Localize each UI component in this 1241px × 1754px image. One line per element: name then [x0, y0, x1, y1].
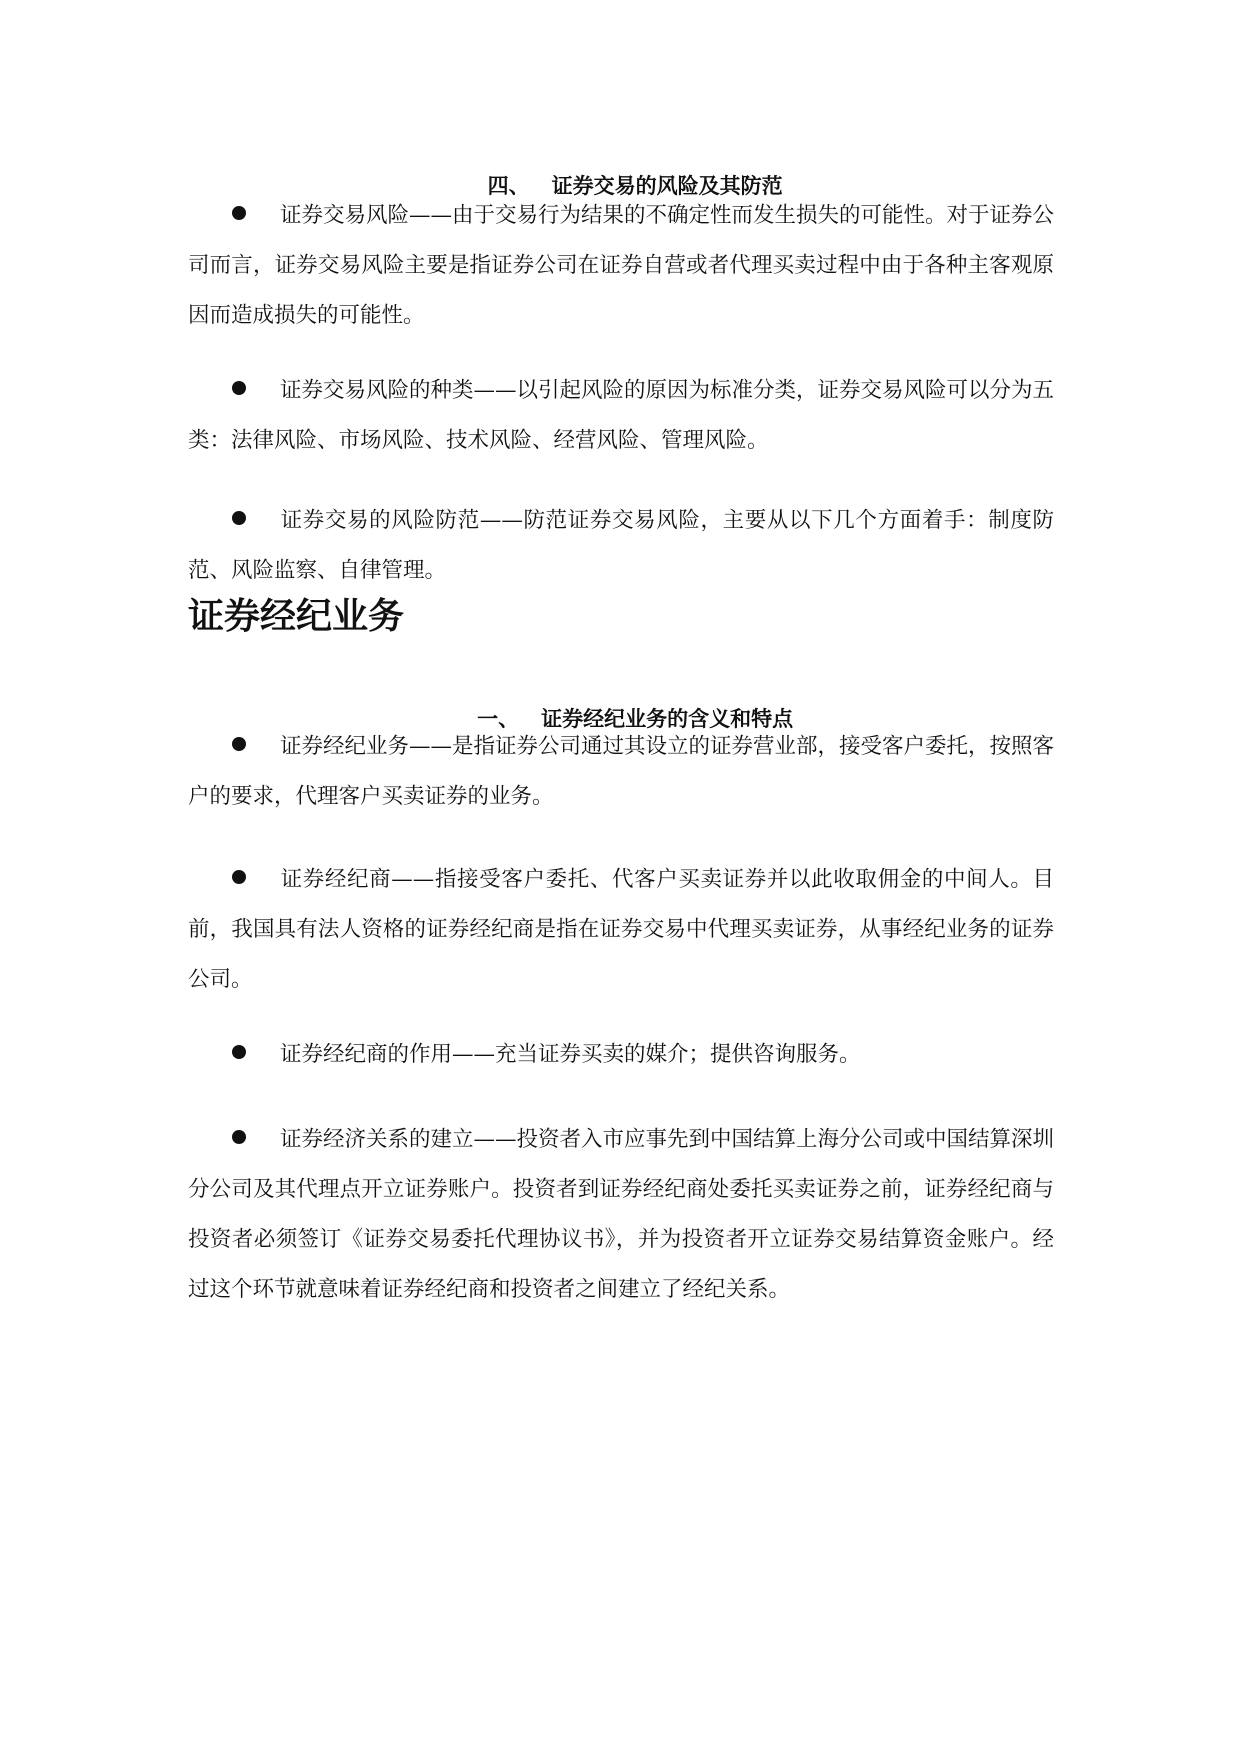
- paragraph-text: 证券交易风险的种类——以引起风险的原因为标准分类，证券交易风险可以分为五类：法律风险、市场风险、技术风险、经营风险、管理风险。: [188, 378, 1055, 453]
- bullet-paragraph: [188, 855, 1054, 1005]
- bullet-icon: [232, 206, 246, 220]
- paragraph-text: 证券经纪业务——是指证券公司通过其设立的证券营业部，接受客户委托，按照客户的要求，代理客户买卖证券的业务。: [188, 734, 1055, 809]
- bullet-paragraph: [188, 366, 1054, 466]
- bullet-icon: [232, 1130, 246, 1144]
- paragraph-text: 证券经纪商——指接受客户委托、代客户买卖证券并以此收取佣金的中间人。目前，我国具有法人资格的证券经纪商是指在证券交易中代理买卖证券，从事经纪业务的证券公司。: [188, 867, 1054, 992]
- bullet-icon: [232, 511, 246, 525]
- section-title: 证券交易的风险及其防范: [551, 174, 783, 198]
- bullet-icon: [232, 870, 246, 884]
- paragraph-text: 证券经纪商的作用——充当证券买卖的媒介；提供咨询服务。: [280, 1042, 861, 1067]
- bullet-paragraph: [188, 722, 1054, 822]
- section-number: 四、: [487, 174, 530, 198]
- paragraph-text: 证券交易的风险防范——防范证券交易风险，主要从以下几个方面着手：制度防范、风险监察、自律管理。: [188, 508, 1054, 583]
- bullet-paragraph: [188, 496, 1054, 596]
- section-title: 证券经纪业务的含义和特点: [541, 707, 794, 731]
- bullet-icon: [232, 737, 246, 751]
- bullet-icon: [232, 381, 246, 395]
- paragraph-text: 证券交易风险——由于交易行为结果的不确定性而发生损失的可能性。对于证券公司而言，证券交易风险主要是指证券公司在证券自营或者代理买卖过程中由于各种主客观原因而造成损失的可能性。: [188, 203, 1055, 328]
- bullet-icon: [232, 1045, 246, 1059]
- section-number: 一、: [477, 707, 520, 731]
- bullet-paragraph: [188, 1115, 1054, 1315]
- bullet-paragraph: [188, 1030, 1054, 1080]
- paragraph-text: 证券经济关系的建立——投资者入市应事先到中国结算上海分公司或中国结算深圳分公司及其代理点开立证券账户。投资者到证券经纪商处委托买卖证券之前，证券经纪商与投资者必须签订《证券交易委托代理协议书》，并为投资者开立证券交易结算资金账户。经过这个环节就意味着证券经纪商和投资者之间建立了经纪关系。: [188, 1127, 1055, 1302]
- bullet-paragraph: [188, 191, 1054, 341]
- chapter-title: 证券经纪业务: [188, 596, 405, 637]
